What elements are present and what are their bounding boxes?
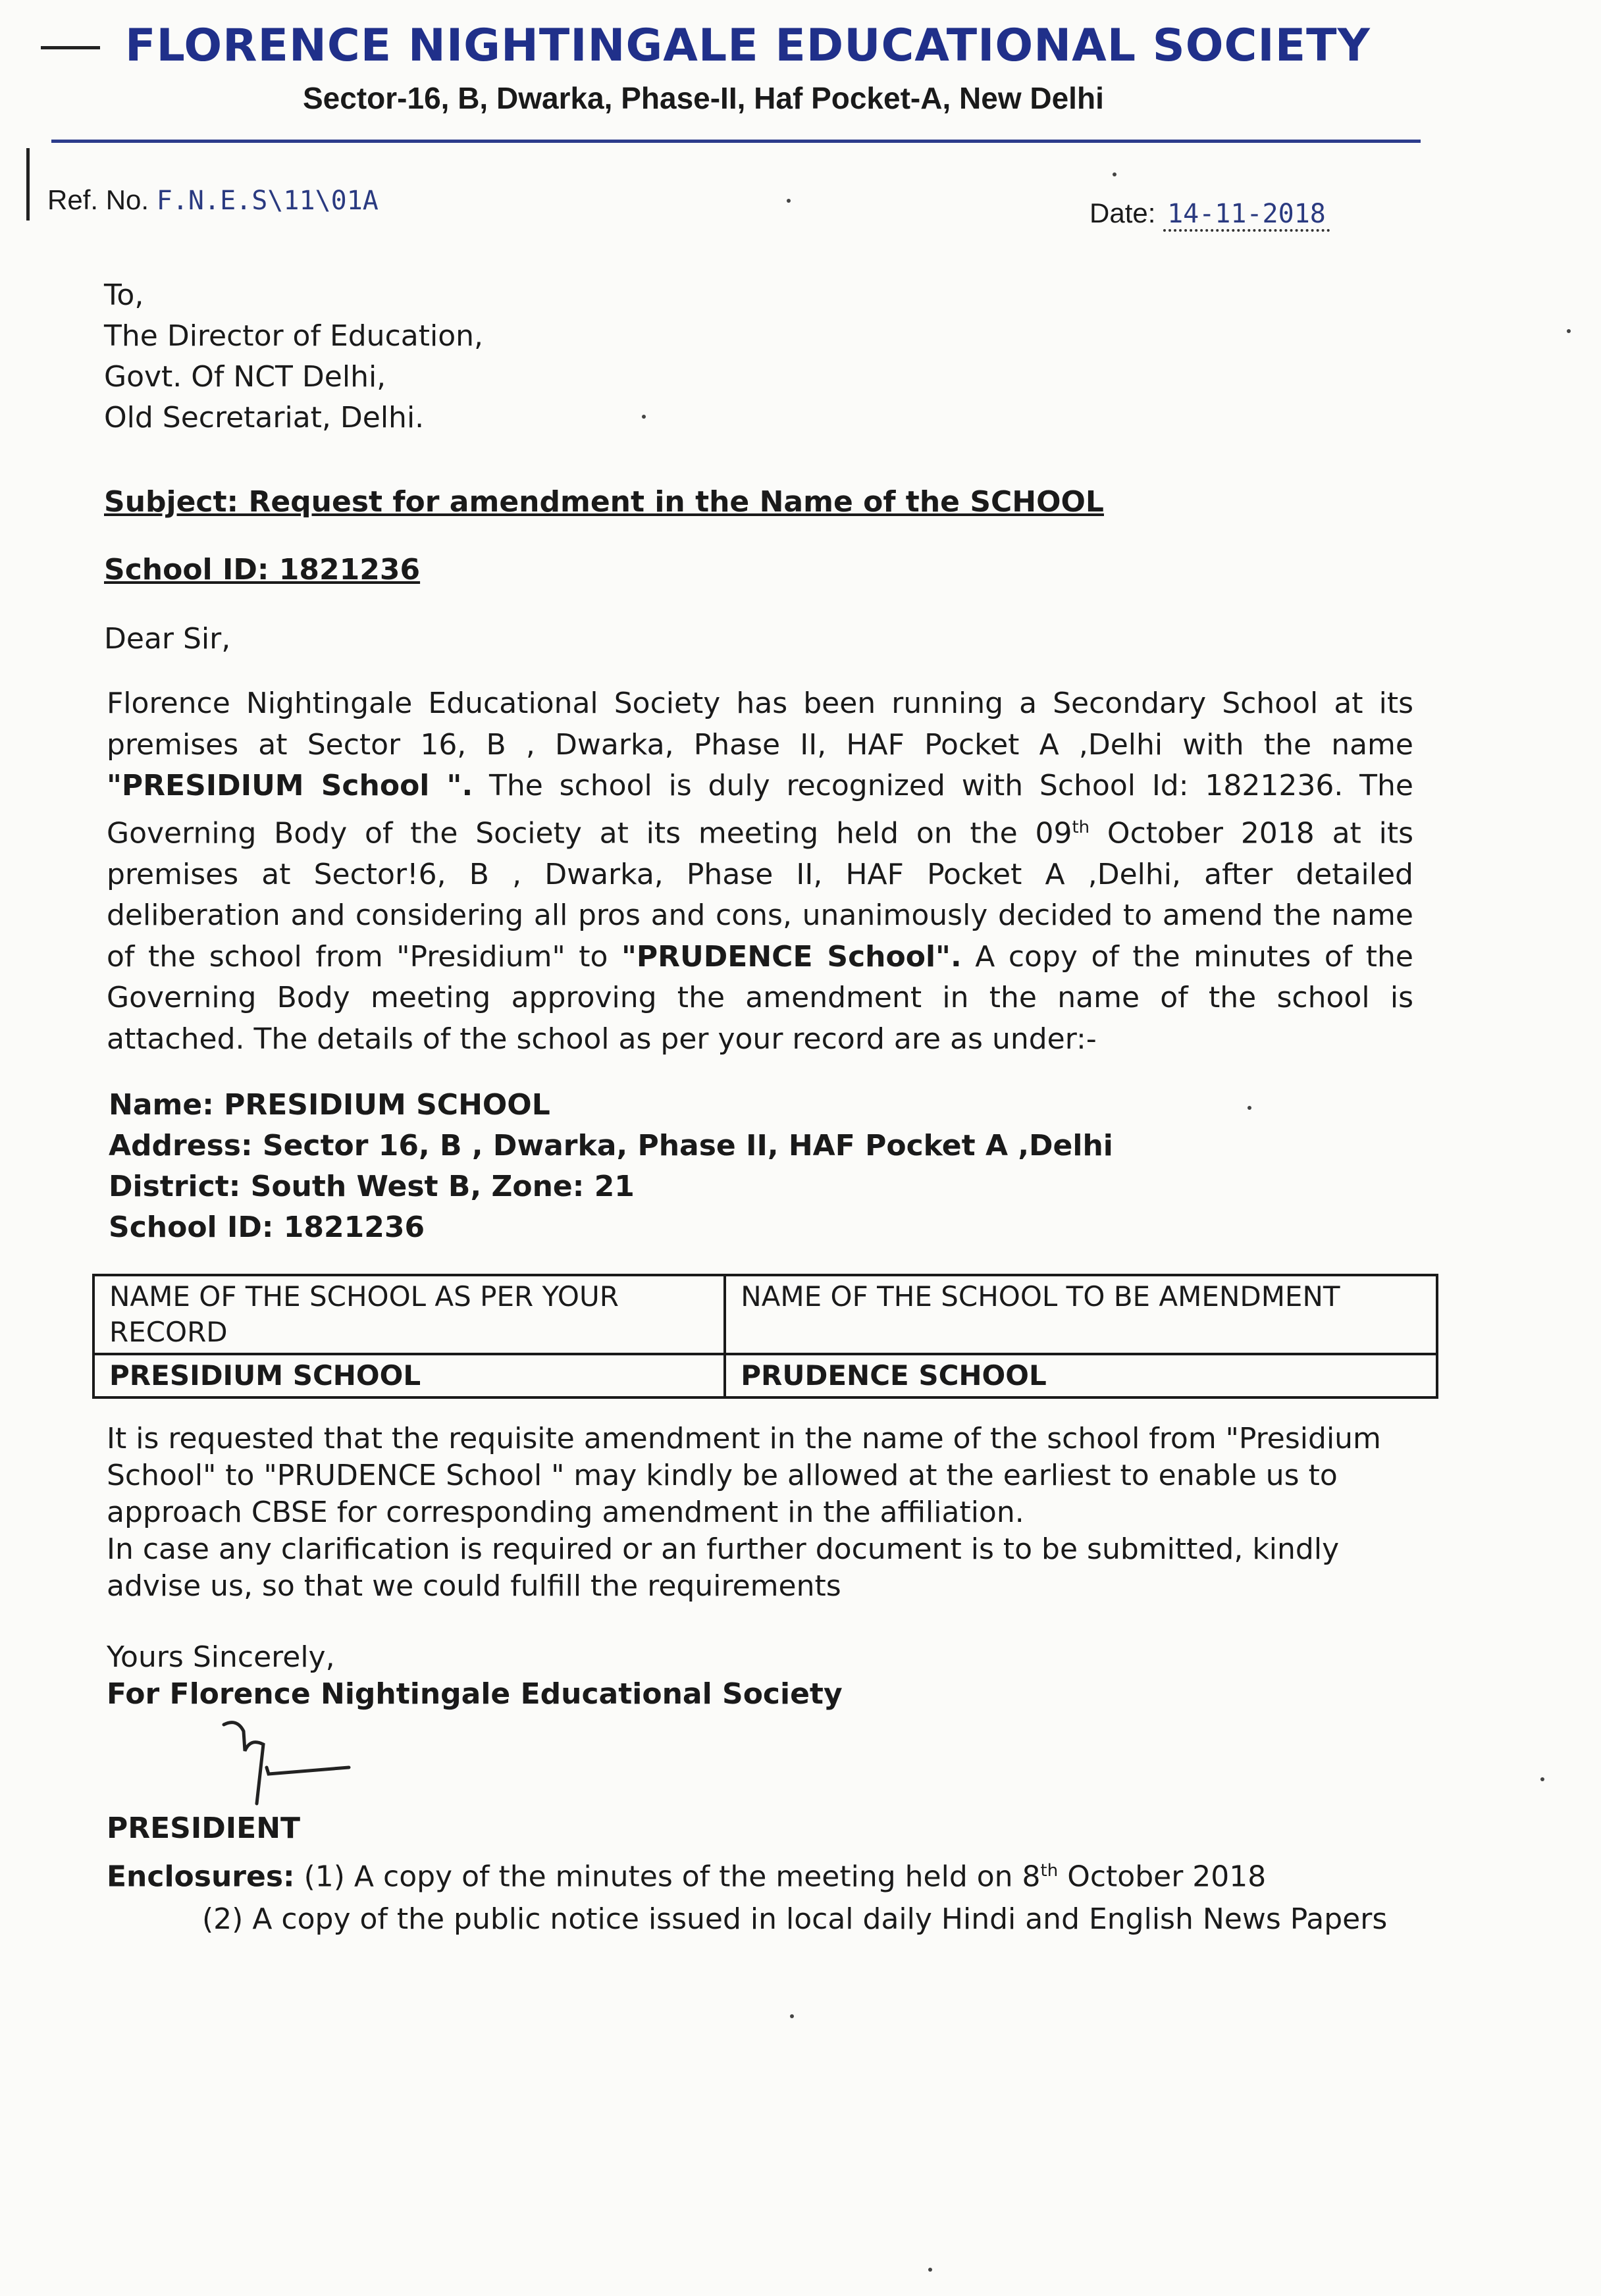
recipient-line: Govt. Of NCT Delhi, (104, 360, 386, 394)
enclosures-label: Enclosures: (107, 1860, 295, 1894)
detail-school-id: School ID: 1821236 (109, 1211, 425, 1244)
date-label: Date: (1089, 197, 1156, 228)
school-id-heading: School ID: 1821236 (104, 553, 421, 587)
ref-label: Ref. No. (47, 184, 149, 215)
old-school-name: "PRESIDIUM School ". (107, 769, 473, 802)
scan-speck (1247, 1106, 1251, 1110)
scan-speck (1540, 1777, 1544, 1781)
scan-speck (790, 2014, 794, 2018)
table-header-row (93, 1275, 1437, 1354)
table-header-cell: NAME OF THE SCHOOL AS PER YOUR RECORD (93, 1275, 725, 1354)
request-line: School" to "PRUDENCE School " may kindly be allowed at the earliest to enable us to (107, 1459, 1338, 1492)
detail-district: District: South West B, Zone: 21 (109, 1170, 635, 1203)
request-paragraph (107, 1421, 1436, 1605)
enclosure-text: (1) A copy of the minutes of the meeting held on 8 (294, 1860, 1041, 1894)
ordinal-suffix: th (1072, 817, 1090, 837)
body-text-4: A copy of the minutes of the Governing Body meeting approving the amendment in the name of the school is attached. The details of the school as per your record are as under:- (107, 939, 1413, 1056)
enclosure-text: October 2018 (1058, 1860, 1267, 1894)
closing-org: For Florence Nightingale Educational Society (107, 1677, 843, 1711)
letterhead-rule (51, 140, 1421, 143)
signatory-title: PRESIDIENT (107, 1812, 301, 1845)
ordinal-suffix: th (1040, 1861, 1059, 1881)
recipient-line: The Director of Education, (104, 319, 483, 353)
body-text-2: The school is duly recognized with School Id: 1821236. The Governing Body of the Society at its meeting held on the 09 (107, 769, 1413, 850)
detail-address: Address: Sector 16, B , Dwarka, Phase II, HAF Pocket A ,Delhi (109, 1129, 1113, 1162)
scan-speck (1113, 172, 1116, 176)
scan-speck (928, 2268, 932, 2272)
scan-speck (787, 199, 791, 203)
salutation: Dear Sir, (104, 622, 231, 656)
request-line: advise us, so that we could fulfill the requirements (107, 1569, 841, 1603)
reference-number (47, 184, 379, 216)
ref-value: F.N.E.S\11\01A (156, 186, 379, 216)
recipient-line: To, (104, 278, 144, 312)
recipient-address (104, 275, 483, 438)
enclosure-item-2: (2) A copy of the public notice issued in local daily Hindi and English News Papers (202, 1902, 1388, 1936)
school-details (109, 1085, 1113, 1248)
subject-line: Subject: Request for amendment in the Name of the SCHOOL (104, 485, 1104, 519)
letterhead-org-name: FLORENCE NIGHTINGALE EDUCATIONAL SOCIETY (125, 20, 1371, 72)
scan-speck (642, 415, 646, 419)
body-paragraph (107, 683, 1413, 1060)
request-line: It is requested that the requisite amendment in the name of the school from "Presidium (107, 1422, 1381, 1455)
date-line (1089, 197, 1330, 229)
handwritten-signature (217, 1711, 362, 1810)
body-text-1: Florence Nightingale Educational Society has been running a Secondary School at its premises at Sector 16, B , Dwarka, Phase II, HAF Pocket A ,Delhi with the name (107, 687, 1413, 762)
enclosures-block (107, 1850, 1387, 1941)
letterhead-dash (41, 46, 100, 49)
closing-block (107, 1639, 843, 1713)
scan-speck (1567, 329, 1571, 333)
request-line: approach CBSE for corresponding amendment in the affiliation. (107, 1496, 1024, 1529)
table-header-cell: NAME OF THE SCHOOL TO BE AMENDMENT (725, 1275, 1437, 1354)
letterhead-address: Sector-16, B, Dwarka, Phase-II, Haf Pocket-A, New Delhi (303, 81, 1104, 115)
recipient-line: Old Secretariat, Delhi. (104, 401, 425, 434)
request-line: In case any clarification is required or an further document is to be submitted, kindly (107, 1532, 1340, 1566)
margin-mark (26, 148, 30, 221)
date-value: 14-11-2018 (1163, 199, 1330, 232)
body-text-3: October 2018 at its premises at Sector!6, B , Dwarka, Phase II, HAF Pocket A ,Delhi, after detailed deliberation and considering all pros and cons, unanimously decided to amend the name of the school from "Presidium" to (107, 816, 1413, 974)
table-cell: PRESIDIUM SCHOOL (93, 1354, 725, 1397)
closing-sincerely: Yours Sincerely, (107, 1640, 335, 1674)
detail-name: Name: PRESIDIUM SCHOOL (109, 1088, 550, 1122)
table-cell: PRUDENCE SCHOOL (725, 1354, 1437, 1397)
new-school-name: "PRUDENCE School". (621, 939, 962, 974)
table-row (93, 1354, 1437, 1397)
name-change-table (92, 1274, 1438, 1399)
enclosure-item-1 (107, 1850, 1387, 1898)
